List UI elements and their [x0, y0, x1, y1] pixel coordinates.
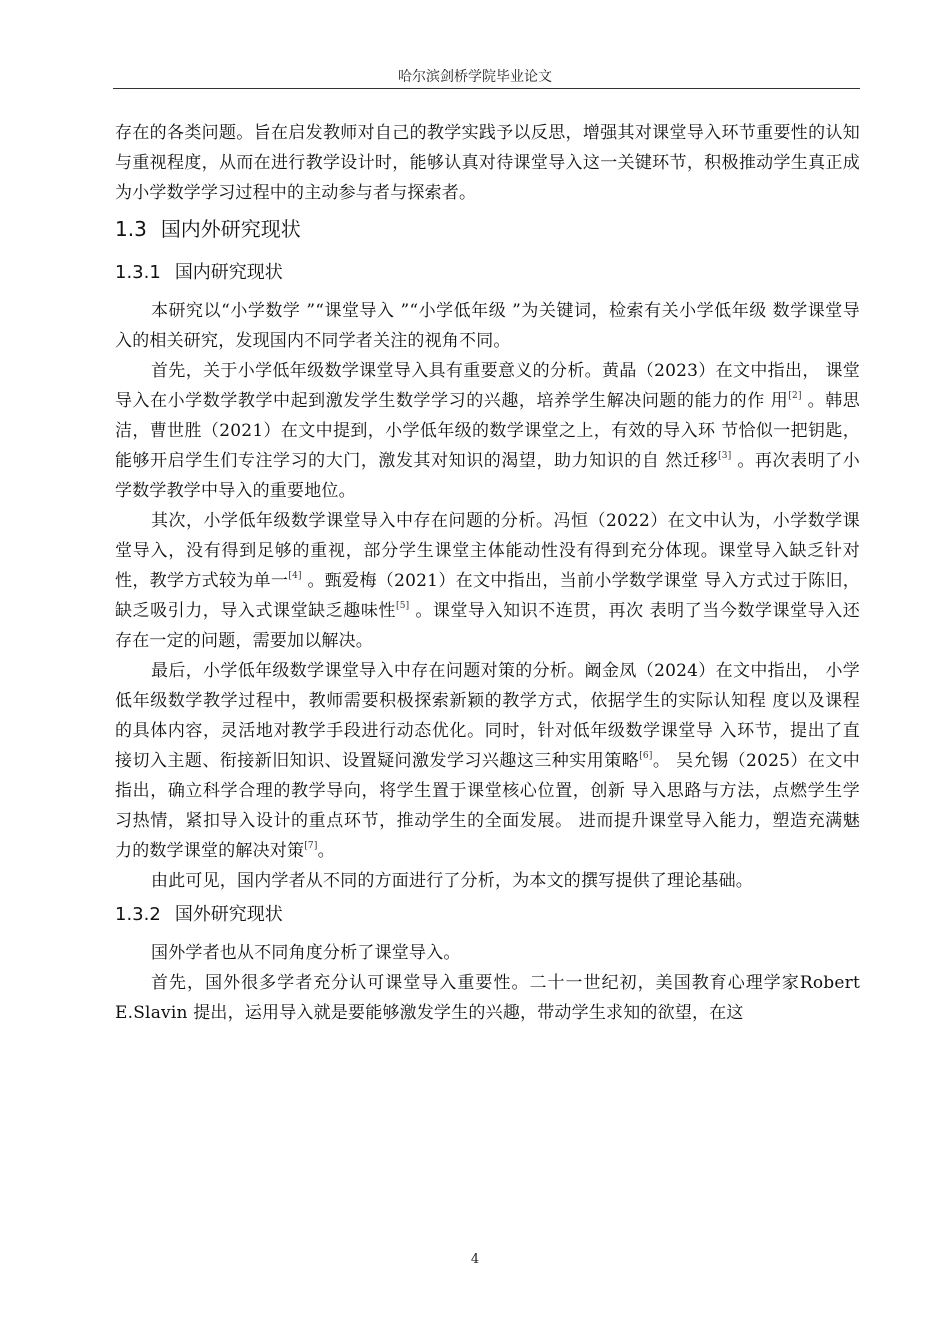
- paragraph-foreign-first: 首先，国外很多学者充分认可课堂导入重要性。二十一世纪初，美国教育心理学家Robert E.Slavin 提出，运用导入就是要能够激发学生的兴趣，带动学生求知的欲望，在这: [115, 973, 860, 1023]
- section-title: 国外研究现状: [174, 904, 283, 925]
- citation-7: [7]: [304, 841, 318, 851]
- citation-4: [4]: [288, 571, 302, 581]
- header-title: 哈尔滨剑桥学院毕业论文: [398, 69, 552, 85]
- text-run: 首先，关于小学低年级数学课堂导入具有重要意义的分析。黄晶（2023）在文中指出， 课堂导入在小学数学教学中起到激发学生数学学习的兴趣，培养学生解决问题的能力的作 用: [115, 361, 860, 411]
- paragraph-strategies: [115, 656, 860, 866]
- page-number: 4: [470, 1252, 480, 1267]
- text-run: 。再次表明了小学数学教学中导入的重要地位。: [115, 451, 860, 501]
- paragraph-foreign-intro: 国外学者也从不同角度分析了课堂导入。: [151, 943, 461, 963]
- citation-5: [5]: [396, 601, 410, 611]
- section-number: 1.3: [115, 217, 147, 241]
- text-run: 。课堂导入知识不连贯，再次 表明了当今数学课堂导入还存在一定的问题，需要加以解决。: [115, 601, 860, 651]
- text-run: 。 吴允锡（2025）在文中指出，确立科学合理的教学导向，将学生置于课堂核心位置，创新 导入思路与方法，点燃学生学习热情，紧扣导入设计的重点环节，推动学生的全面发展。 进而提升课堂导入能力，塑造充满魅力的数学课堂的解决对策: [115, 751, 861, 861]
- section-number: 1.3.2: [115, 904, 161, 925]
- text-run: 。甄爱梅（2021）在文中指出，当前小学数学课堂 导入方式过于陈旧，缺乏吸引力，导入式课堂缺乏趣味性: [115, 571, 860, 621]
- section-title: 国内外研究现状: [160, 217, 301, 241]
- header-divider: [113, 88, 860, 89]
- section-title: 国内研究现状: [174, 262, 283, 283]
- section-heading-1-3-2: [115, 898, 860, 932]
- section-heading-1-3: [115, 212, 860, 246]
- section-number: 1.3.1: [115, 262, 161, 283]
- citation-3: [3]: [718, 451, 732, 461]
- paragraph-problems: [115, 506, 860, 656]
- text-run: 其次，小学低年级数学课堂导入中存在问题的分析。冯恒（2022）在文中认为，小学数学课堂导入，没有得到足够的重视，部分学生课堂主体能动性没有得到充分体现。课堂导入缺乏针对性，教学方式较为单一: [115, 511, 860, 591]
- paragraph-intro: 存在的各类问题。旨在启发教师对自己的教学实践予以反思，增强其对课堂导入环节重要性的认知与重视程度，从而在进行教学设计时，能够认真对待课堂导入这一关键环节，积极推动学生真正成为小学数学学习过程中的主动参与者与探索者。: [115, 123, 860, 203]
- paragraph-conclusion: 由此可见，国内学者从不同的方面进行了分析，为本文的撰写提供了理论基础。: [151, 871, 753, 891]
- paragraph-importance: [115, 356, 860, 506]
- paragraph-keywords: 本研究以“小学数学 ”“课堂导入 ”“小学低年级 ”为关键词，检索有关小学低年级 数学课堂导入的相关研究，发现国内不同学者关注的视角不同。: [115, 301, 860, 351]
- text-run: 最后，小学低年级数学课堂导入中存在问题对策的分析。阚金凤（2024）在文中指出， 小学低年级数学教学过程中，教师需要积极探索新颖的教学方式，依据学生的实际认知程 度以及课程的具体内容，灵活地对教学手段进行动态优化。同时，针对低年级数学课堂导 入环节，提出了直接切入主题、衔接新旧知识、设置疑问激发学习兴趣这三种实用策略: [115, 661, 860, 771]
- citation-2: [2]: [788, 391, 802, 401]
- page-content: [115, 118, 860, 1028]
- section-heading-1-3-1: [115, 256, 860, 290]
- text-run: 。韩思洁，曹世胜（2021）在文中提到，小学低年级的数学课堂之上，有效的导入环 节恰似一把钥匙，能够开启学生们专注学习的大门，激发其对知识的渴望，助力知识的自 然迁移: [115, 391, 860, 471]
- citation-6: [6]: [639, 751, 653, 761]
- text-run: 。: [317, 841, 335, 861]
